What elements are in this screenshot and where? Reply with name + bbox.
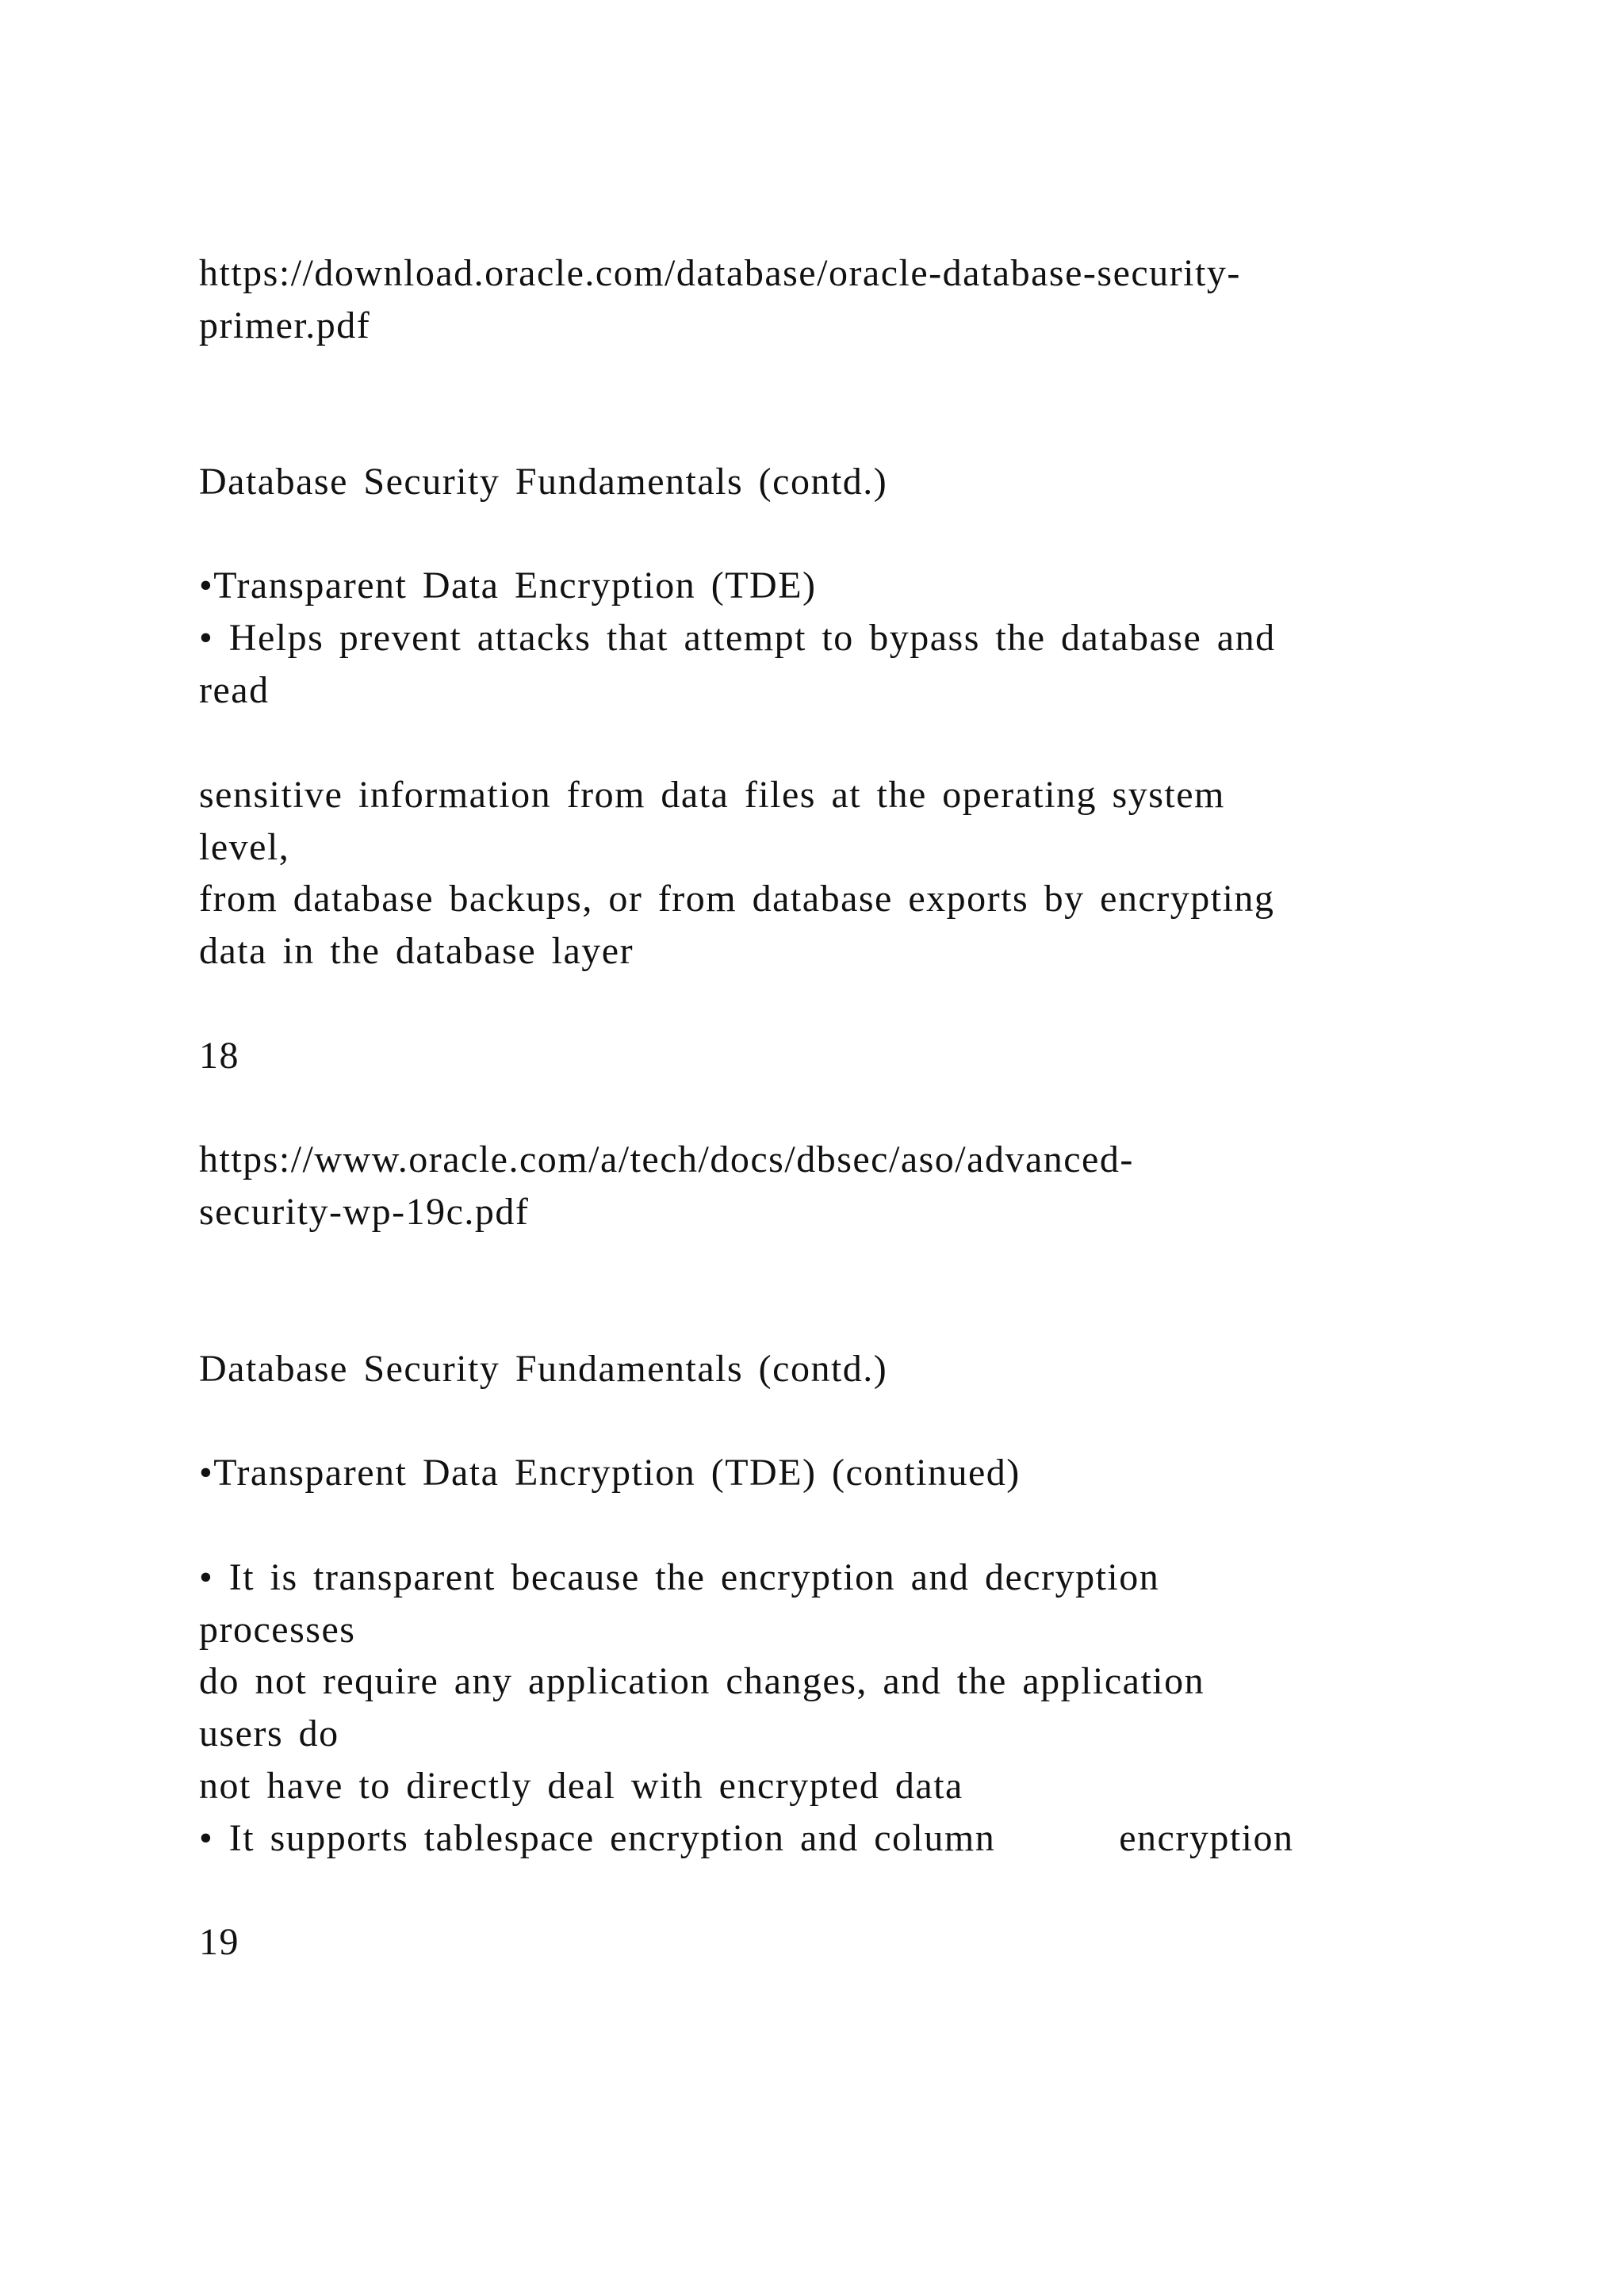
body-line: users do xyxy=(199,1712,339,1755)
body-line: • It is transparent because the encryption and decryption xyxy=(199,1556,1160,1598)
body-line: • Helps prevent attacks that attempt to bypass the database and xyxy=(199,617,1276,659)
body-line: • It supports tablespace encryption and column encryption xyxy=(199,1817,1294,1859)
body-line: level, xyxy=(199,826,290,868)
bullet-title: •Transparent Data Encryption (TDE) (continued) xyxy=(199,1452,1021,1494)
page-number: 19 xyxy=(199,1921,239,1963)
body-line: do not require any application changes, and the application xyxy=(199,1660,1205,1702)
body-line: sensitive information from data files at the operating system xyxy=(199,774,1225,816)
body-line: read xyxy=(199,669,270,711)
bullet-title: •Transparent Data Encryption (TDE) xyxy=(199,564,817,607)
reference-url-line: https://www.oracle.com/a/tech/docs/dbsec/aso/advanced- xyxy=(199,1138,1134,1181)
slide-heading: Database Security Fundamentals (contd.) xyxy=(199,461,888,503)
body-line: processes xyxy=(199,1609,356,1651)
slide-heading: Database Security Fundamentals (contd.) xyxy=(199,1348,888,1390)
page-number: 18 xyxy=(199,1035,239,1077)
body-line: data in the database layer xyxy=(199,930,634,972)
reference-url-line: security-wp-19c.pdf xyxy=(199,1191,530,1233)
body-line: not have to directly deal with encrypted data xyxy=(199,1765,963,1807)
body-line: from database backups, or from database exports by encrypting xyxy=(199,878,1275,920)
reference-url-line: https://download.oracle.com/database/oracle-database-security- xyxy=(199,252,1241,294)
reference-url-line: primer.pdf xyxy=(199,304,371,346)
